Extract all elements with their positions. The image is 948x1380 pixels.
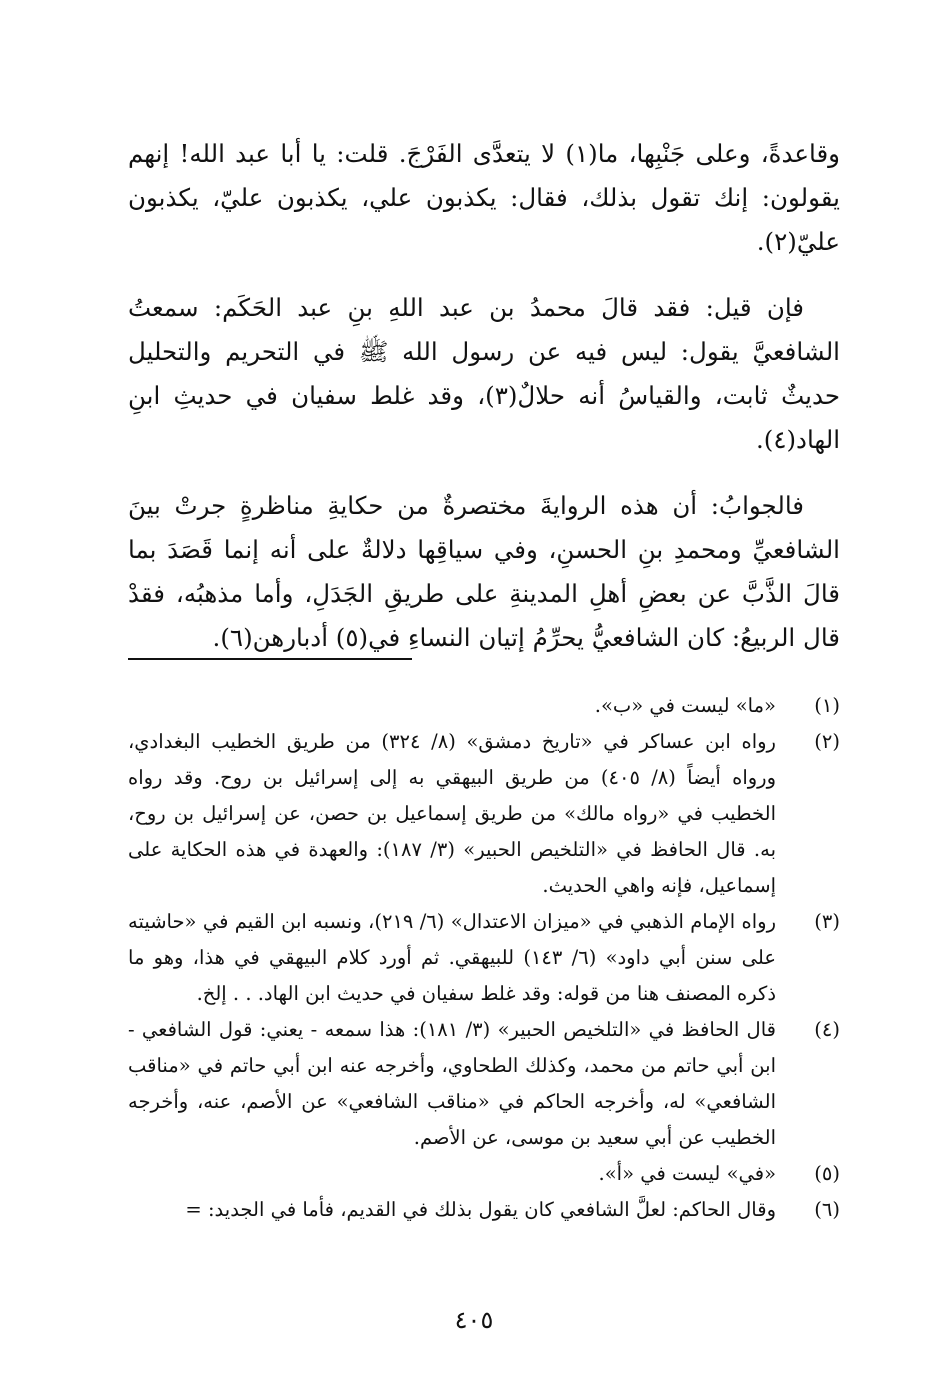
paragraph-1: وقاعدةً، وعلى جَنْبِها، ما(١) لا يتعدَّى الفَرْجَ. قلت: يا أبا عبد الله! إنهم يقولون: إنك تقول بذلك، فقال: يكذبون علي، يكذبون عليّ، يكذبون عليّ(٢). [128,139,840,256]
footnote-text: «في» ليست في «أ». [598,1162,776,1185]
footnote-number: (٣) [814,910,840,933]
page-number: ٤٠٥ [454,1306,494,1334]
paragraph-3: فالجوابُ: أن هذه الروايةَ مختصرةٌ من حكايةِ مناظرةٍ جرتْ بينَ الشافعيِّ ومحمدِ بنِ الحسنِ، وفي سياقِها دلالةٌ على أنه إنما قَصَدَ بما قالَ الذَّبَّ عن بعضِ أهلِ المدينةِ على طريقِ الجَدَلِ، وأما مذهبُه، فقدْ قال الربيعُ: كان الشافعيُّ يحرِّمُ إتيان النساءِ في(٥) أدبارهن(٦). [128,491,840,652]
footnote-text: رواه الإمام الذهبي في «ميزان الاعتدال» (٦/ ٢١٩)، ونسبه ابن القيم في «حاشيته على سنن أبي داود» (٦/ ١٤٣) للبيهقي. ثم أورد كلام البيهقي في هذا، وهو ما ذكره المصنف هنا من قوله: وقد غلط سفيان في حديث ابن الهاد. . . إلخ. [128,910,776,1005]
footnote-text: قال الحافظ في «التلخيص الحبير» (٣/ ١٨١): هذا سمعه - يعني: قول الشافعي - ابن أبي حاتم من محمد، وكذلك الطحاوي، وأخرجه عنه ابن أبي حاتم في «مناقب الشافعي» له، وأخرجه الحاكم في «مناقب الشافعي» عن الأصم، عنه، وأخرجه الخطيب عن أبي سعيد بن موسى، عن الأصم. [128,1018,776,1149]
main-text [128,132,840,682]
footnote-number: (٢) [814,730,840,753]
footnote-text: «ما» ليست في «ب». [594,694,776,717]
footnote-separator [128,658,412,660]
footnote-3 [128,904,840,1012]
footnote-text: وقال الحاكم: لعلَّ الشافعي كان يقول بذلك في القديم، فأما في الجديد: = [185,1198,776,1221]
footnote-number: (١) [814,694,840,717]
footnote-1 [128,688,840,724]
footnote-number: (٦) [814,1198,840,1221]
footnote-4 [128,1012,840,1156]
footnote-number: (٤) [814,1018,840,1041]
footnote-2 [128,724,840,904]
footnote-number: (٥) [814,1162,840,1185]
footnotes [128,688,840,1228]
footnote-text: رواه ابن عساكر في «تاريخ دمشق» (٨/ ٣٢٤) من طريق الخطيب البغدادي، ورواه أيضاً (٨/ ٤٠٥) من طريق البيهقي به إلى إسرائيل بن روح. وقد رواه الخطيب في «رواه مالك» من طريق إسماعيل بن حصن، عن إسرائيل بن روح، به. قال الحافظ في «التلخيص الحبير» (٣/ ١٨٧): والعهدة في هذه الحكاية على إسماعيل، فإنه واهي الحديث. [128,730,776,897]
paragraph-2: فإن قيل: فقد قالَ محمدُ بن عبد اللهِ بنِ عبد الحَكَم: سمعتُ الشافعيَّ يقول: ليس فيه عن رسول الله ﷺ في التحريم والتحليل حديثٌ ثابت، والقياسُ أنه حلالٌ(٣)، وقد غلط سفيان في حديثِ ابنِ الهاد(٤). [128,293,840,454]
footnote-5 [128,1156,840,1192]
footnote-6 [128,1192,840,1228]
